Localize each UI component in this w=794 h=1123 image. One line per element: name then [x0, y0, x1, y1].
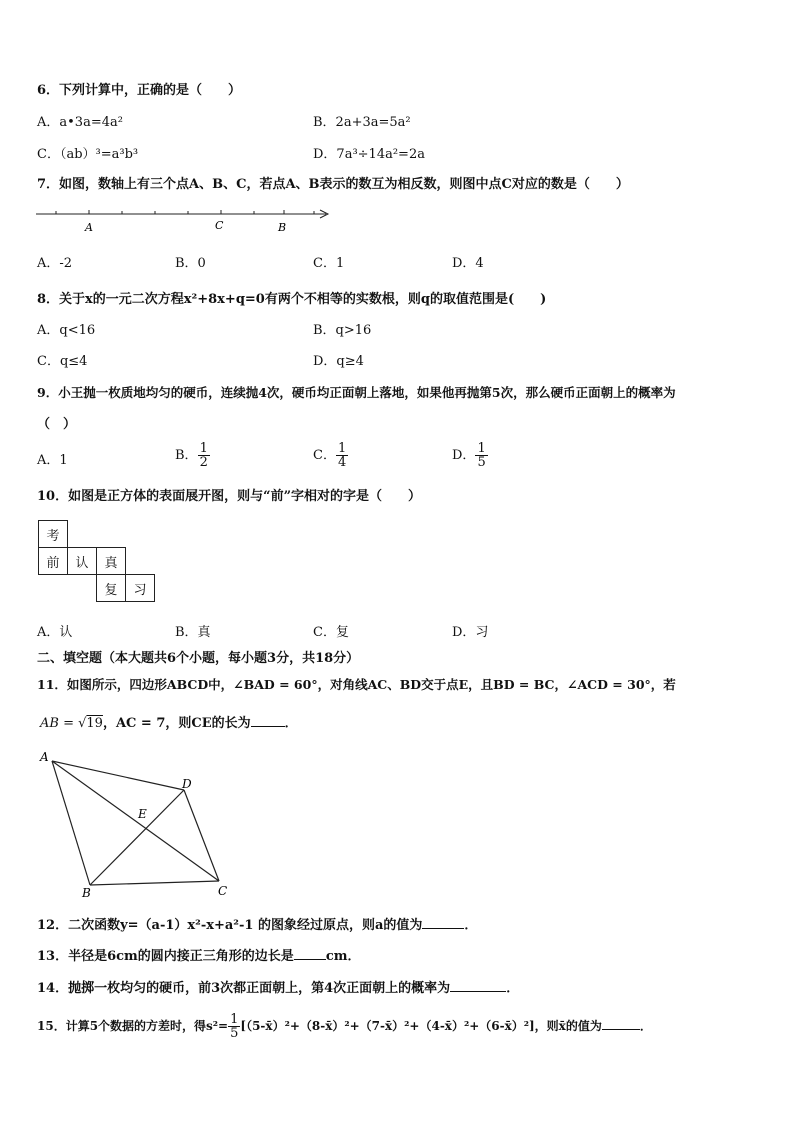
q9-option-b [175, 442, 210, 469]
cube-net-figure [38, 520, 155, 602]
q9-option-b-label: B． [175, 448, 198, 463]
q8-stem: 8．关于x的一元二次方程x²+8x+q=0有两个不相等的实数根，则q的取值范围是( ) [37, 292, 547, 307]
q6-option-a: A．a•3a=4a² [37, 115, 123, 130]
number-line-figure [34, 202, 334, 238]
point-c-label: C [215, 219, 224, 232]
q11-sqrt-value: 19 [86, 716, 103, 731]
q8-option-b: B．q>16 [313, 323, 372, 338]
q14-stem: 14．抛掷一枚均匀的硬币，前3次都正面朝上，第4次正面朝上的概率为 ． [37, 977, 519, 998]
point-a-label: A [85, 221, 93, 234]
vertex-c-label: C [218, 884, 228, 898]
q12-answer-blank[interactable] [422, 914, 464, 929]
q8-option-a: A．q<16 [37, 323, 96, 338]
vertex-b-label: B [82, 886, 91, 900]
q7-option-a: A．-2 [37, 256, 73, 271]
q9-option-d-fraction: $\frac{1}{5}$ [477, 441, 486, 470]
q10-option-d: D．习 [452, 625, 489, 640]
q8-option-d: D．q≥4 [313, 354, 364, 369]
q11-answer-blank[interactable] [251, 712, 285, 727]
q15-formula: [（5-x̄）²+（8-x̄）²+（7-x̄）²+（4-x̄）²+（6-x̄）²]，则x̄的值为 [240, 1019, 602, 1033]
q10-option-b: B．真 [175, 625, 211, 640]
q6-stem: 6．下列计算中，正确的是（ ） [37, 83, 242, 98]
q9-option-d-label: D． [452, 448, 476, 463]
q6-option-b: B．2a+3a=5a² [313, 115, 411, 130]
q9-answer-paren: （ ） [37, 417, 77, 432]
q6-option-c: C．（ab）³=a³b³ [37, 147, 139, 162]
q13-answer-blank[interactable] [294, 945, 326, 960]
edge-ba [52, 761, 90, 885]
net-cell-xi: 习 [126, 575, 155, 602]
number-line-ticks [56, 210, 314, 214]
q7-stem: 7．如图，数轴上有三个点A、B、C，若点A、B表示的数互为相反数，则图中点C对应的数是（ ） [37, 177, 629, 192]
q9-option-c-fraction: $\frac{1}{4}$ [337, 441, 347, 470]
q15-answer-blank[interactable] [602, 1015, 640, 1030]
net-cell-qian: 前 [39, 548, 68, 575]
q11-stem-line2: AB = √19，AC = 7，则CE的长为 ． [40, 712, 298, 733]
q11-stem-line1: 11．如图所示，四边形ABCD中，∠BAD = 60°，对角线AC、BD交于点E，且BD = BC，∠ACD = 30°，若 [37, 677, 676, 692]
edge-dc [184, 790, 219, 881]
q9-option-b-fraction: $\frac{1}{2}$ [199, 441, 208, 470]
q14-answer-blank[interactable] [450, 977, 506, 992]
q11-stem-tail: ，AC = 7，则CE的长为 [102, 716, 251, 731]
net-cell-zhen: 真 [97, 548, 126, 575]
q11-ab-label: AB = [40, 716, 79, 731]
net-cell-kao: 考 [39, 521, 68, 548]
section-heading-fill-in: 二、填空题（本大题共6个小题，每小题3分，共18分） [37, 651, 360, 666]
q15-fraction: $\frac{1}{5}$ [230, 1012, 239, 1041]
q10-stem: 10．如图是正方体的表面展开图，则与“前”字相对的字是（ ） [37, 489, 422, 504]
q9-option-a: A．1 [37, 453, 68, 468]
q13-stem: 13．半径是6cm的圆内接正三角形的边长是 cm． [37, 945, 360, 966]
q9-option-c-label: C． [313, 448, 336, 463]
q7-option-c: C．1 [313, 256, 345, 271]
q10-option-c: C．复 [313, 625, 349, 640]
quadrilateral-figure [34, 744, 244, 900]
q6-option-d: D．7a³÷14a²=2a [313, 147, 425, 162]
net-cell-fu: 复 [97, 575, 126, 602]
q15-stem: 15．计算5个数据的方差时，得s²= $\frac{1}{5}$ [（5-x̄）²+（8-x̄）²+（7-x̄）²+（4-x̄）²+（6-x̄）²]，则x̄的值为 ． [37, 1012, 652, 1041]
q9-option-d [452, 442, 488, 469]
q12-stem: 12．二次函数y=（a-1）x²-x+a²-1 的图象经过原点，则a的值为 ． [37, 914, 477, 935]
point-b-label: B [278, 221, 287, 234]
point-e-label: E [138, 807, 147, 821]
diagonal-bd [90, 790, 184, 885]
net-cell-ren: 认 [68, 548, 97, 575]
q9-stem: 9．小王抛一枚质地均匀的硬币，连续抛4次，硬币均正面朝上落地，如果他再抛第5次，那么硬币正面朝上的概率为 [37, 385, 676, 400]
q10-option-a: A．认 [37, 625, 73, 640]
q7-option-b: B．0 [175, 256, 206, 271]
edge-cb [90, 881, 219, 885]
q8-option-c: C．q≤4 [37, 354, 88, 369]
vertex-a-label: A [40, 750, 49, 764]
vertex-d-label: D [182, 777, 192, 791]
q7-option-d: D．4 [452, 256, 484, 271]
q9-option-c [313, 442, 348, 469]
